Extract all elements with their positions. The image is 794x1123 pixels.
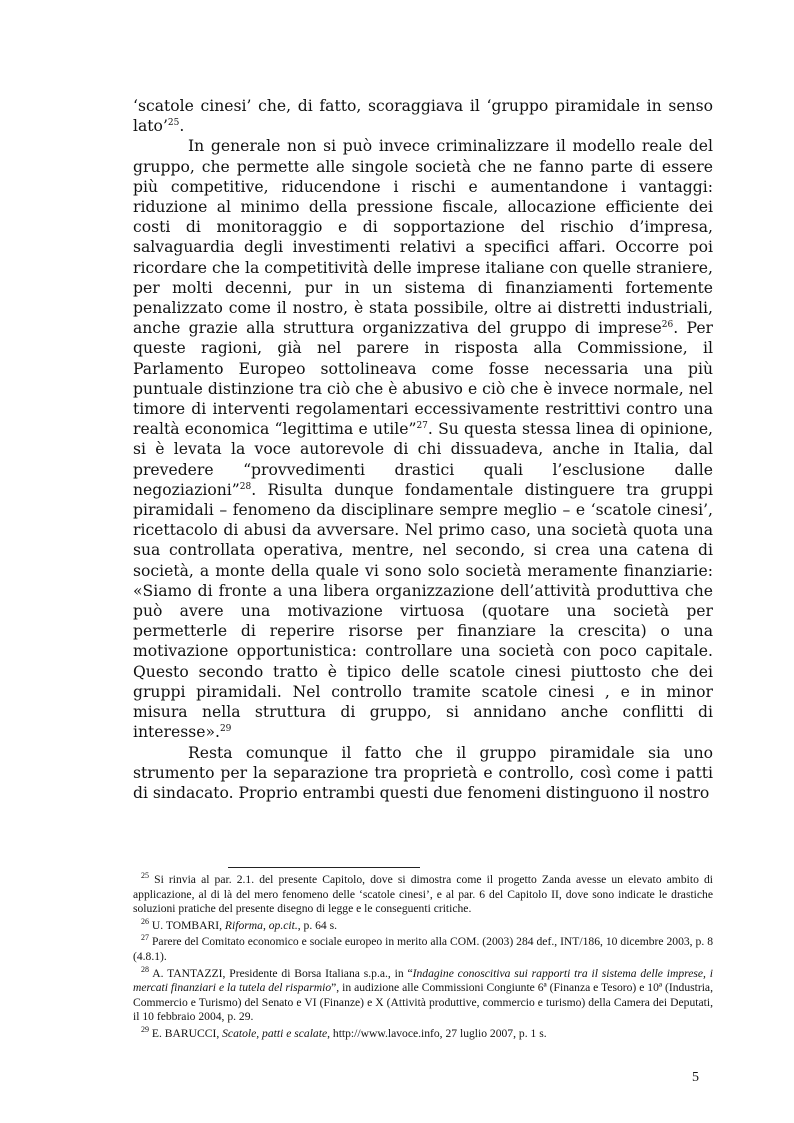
main-text	[133, 96, 713, 803]
footnote-separator	[228, 867, 420, 868]
footnote-ref-28[interactable]: 28	[239, 481, 252, 492]
footnote-26: $^{26}$ U. TOMBARI, Riforma, op.cit., p. 64 s.	[141, 916, 338, 932]
footnote-ref-25[interactable]: 25	[167, 118, 180, 129]
paragraph-2: In generale non si può invece criminalizzare il modello reale del gruppo, che permette alle singole società che ne fanno parte di essere più competitive, riducendone i rischi e aumentandone i vantaggi: riduzione al minimo della pressione fiscale, allocazione efficiente dei costi di monitoraggio e di sopportazione del rischio d’impresa, salvaguardia degli investimenti relativi a specifici affari. Occorre poi ricordare che la competitività delle imprese italiane con quelle straniere, per molti decenni, pur in un sistema di finanziamenti fortemente penalizzato come il nostro, è stata possibile, oltre ai distretti industriali, anche grazie alla struttura organizzativa del gruppo di imprese$^{26}$. Per queste ragioni, già nel parere in risposta alla Commissione, il Parlamento Europeo sottolineava come fosse necessaria una più puntuale distinzione tra ciò che è abusivo e ciò che è invece normale, nel timore di interventi regolamentari eccessivamente restrittivi contro una realtà economica “legittima e utile”$^{27}$. Su questa stessa linea di opinione, si è levata la voce autorevole di chi dissuadeva, anche in Italia, dal prevedere “provvedimenti drastici quali l’esclusione dalle negoziazioni”$^{28}$. Risulta dunque fondamentale distinguere tra gruppi piramidali – fenomeno da disciplinare sempre meglio – e ‘scatole cinesi’, ricettacolo di abusi da avversare. Nel primo caso, una società quota una sua controllata operativa, mentre, nel secondo, si crea una catena di società, a monte della quale vi sono solo società meramente finanziarie: «Siamo di fronte a una libera organizzazione dell’attività produttiva che può avere una motivazione virtuosa (quotare una società per permetterle di reperire risorse per finanziare la crescita) o una motivazione opportunistica: controllare una società con poco capitale. Questo secondo tratto è tipico delle scatole cinesi piuttosto che dei gruppi piramidali. Nel controllo tramite scatole cinesi , e in minor misura nella struttura di gruppo, si annidano anche conflitti di interesse».$^{29}$	[133, 137, 714, 742]
footnotes	[133, 873, 713, 1044]
footnote-ref-26[interactable]: 26	[661, 320, 674, 331]
footnote-25: $^{25}$ Si rinvia al par. 2.1. del presente Capitolo, dove si dimostra come il progetto Zanda avesse un elevato ambito di applicazione, al di là del mero fenomeno delle ‘scatole cinesi’, e al par. 6 del Capitolo II, dove sono indicate le drastiche soluzioni pratiche del presente disegno di legge e le conseguenti critiche.	[133, 871, 713, 916]
footnote-28: $^{28}$ A. TANTAZZI, Presidente di Borsa Italiana s.p.a., in “Indagine conoscitiva sui rapporti tra il sistema delle imprese, i mercati finanziari e la tutela del risparmio”, in audizione alle Commissioni Congiunte 6ª (Finanza e Tesoro) e 10ª (Industria, Commercio e Turismo) del Senato e VI (Finanze) e X (Attività produttive, commercio e turismo) della Camera dei Deputati, il 10 febbraio 2004, p. 29.	[133, 964, 713, 1024]
footnote-27: $^{27}$ Parere del Comitato economico e sociale europeo in merito alla COM. (2003) 284 def., INT/186, 10 dicembre 2003, p. 8 (4.8.1).	[133, 933, 713, 963]
paragraph-3: Resta comunque il fatto che il gruppo piramidale sia uno strumento per la separazione tra proprietà e controllo, così come i patti di sindacato. Proprio entrambi questi due fenomeni distinguono il nostro	[133, 743, 713, 802]
footnote-ref-29[interactable]: 29	[219, 724, 232, 735]
footnote-ref-27[interactable]: 27	[416, 421, 428, 432]
page-number: 5	[692, 1070, 699, 1085]
paragraph-1: ‘scatole cinesi’ che, di fatto, scoraggiava il ‘gruppo piramidale in senso lato’$^{25}$.	[133, 97, 713, 136]
footnote-29: $^{29}$ E. BARUCCI, Scatole, patti e scalate, http://www.lavoce.info, 27 luglio 2007, p. 1 s.	[141, 1025, 547, 1040]
